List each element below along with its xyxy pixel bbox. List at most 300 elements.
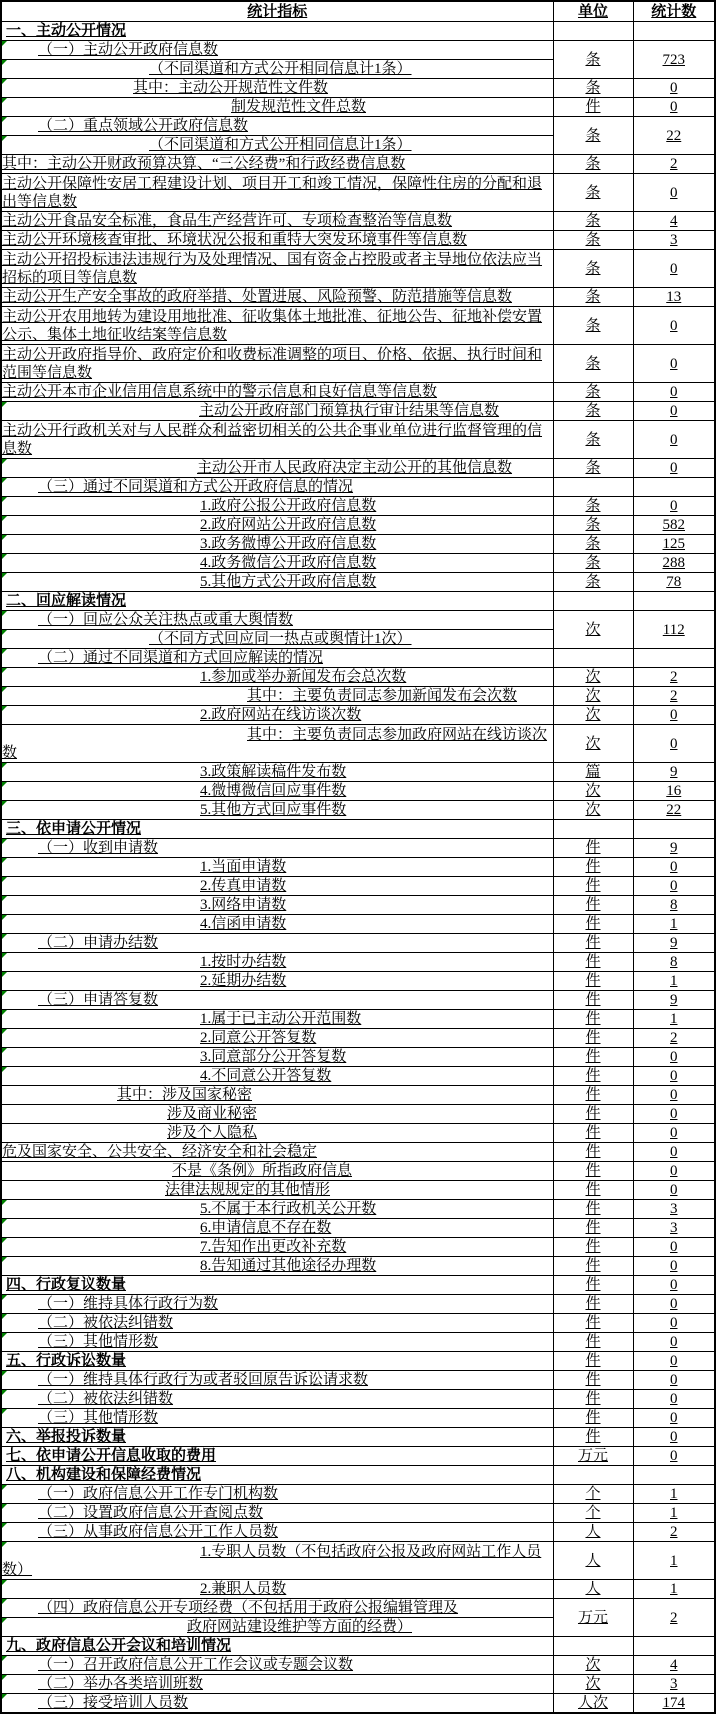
indicator-cell: 2.政府网站在线访谈次数 <box>1 706 553 725</box>
column-header-value: 统计数 <box>633 1 715 22</box>
value-cell: 0 <box>633 98 715 117</box>
value-cell: 0 <box>633 858 715 877</box>
value-cell: 0 <box>633 877 715 896</box>
unit-cell: 件 <box>553 1124 633 1143</box>
value-cell: 0 <box>633 1124 715 1143</box>
unit-cell: 万元 <box>553 1447 633 1466</box>
unit-cell: 个 <box>553 1485 633 1504</box>
value-cell <box>633 1466 715 1485</box>
table-row <box>1 1599 715 1618</box>
value-cell: 3 <box>633 1675 715 1694</box>
section-row <box>1 1447 715 1466</box>
column-header-unit: 单位 <box>553 1 633 22</box>
table-row <box>1 478 715 497</box>
unit-cell: 件 <box>553 1219 633 1238</box>
table-row <box>1 421 715 459</box>
value-cell: 13 <box>633 288 715 307</box>
indicator-cell: 4.政务微信公开政府信息数 <box>1 554 553 573</box>
indicator-cell: （一）主动公开政府信息数 <box>1 41 553 60</box>
value-cell: 9 <box>633 763 715 782</box>
unit-cell: 件 <box>553 1029 633 1048</box>
unit-cell: 件 <box>553 1181 633 1200</box>
table-row <box>1 1181 715 1200</box>
table-row <box>1 934 715 953</box>
indicator-cell: 2.延期办结数 <box>1 972 553 991</box>
table-row <box>1 212 715 231</box>
column-header-indicator: 统计指标 <box>1 1 553 22</box>
indicator-cell: 七、依申请公开信息收取的费用 <box>1 1447 553 1466</box>
unit-cell: 次 <box>553 782 633 801</box>
indicator-cell: 主动公开环境核查审批、环境状况公报和重特大突发环境事件等信息数 <box>1 231 553 250</box>
value-cell: 0 <box>633 1333 715 1352</box>
unit-cell: 件 <box>553 915 633 934</box>
table-row <box>1 972 715 991</box>
value-cell: 2 <box>633 155 715 174</box>
value-cell: 0 <box>633 1428 715 1447</box>
value-cell: 8 <box>633 896 715 915</box>
unit-cell: 件 <box>553 1048 633 1067</box>
table-row <box>1 554 715 573</box>
unit-cell: 次 <box>553 801 633 820</box>
indicator-cell: （三）其他情形数 <box>1 1409 553 1428</box>
indicator-cell: （二）申请办结数 <box>1 934 553 953</box>
table-row <box>1 858 715 877</box>
indicator-cell: 主动公开农用地转为建设用地批准、征收集体土地批准、征地公告、征地补偿安置公示、集体土地征收结案等信息数 <box>1 307 553 345</box>
table-row <box>1 1010 715 1029</box>
indicator-cell: 一、主动公开情况 <box>1 22 553 41</box>
indicator-cell: 五、行政诉讼数量 <box>1 1352 553 1371</box>
value-cell: 4 <box>633 1656 715 1675</box>
unit-cell: 件 <box>553 1295 633 1314</box>
table-row <box>1 1694 715 1714</box>
value-cell <box>633 22 715 41</box>
indicator-cell: 2.同意公开答复数 <box>1 1029 553 1048</box>
value-cell: 0 <box>633 1238 715 1257</box>
value-cell <box>633 649 715 668</box>
table-row <box>1 497 715 516</box>
indicator-cell: （四）政府信息公开专项经费（不包括用于政府公报编辑管理及 <box>1 1599 553 1618</box>
table-row <box>1 1523 715 1542</box>
value-cell <box>633 820 715 839</box>
table-row <box>1 1143 715 1162</box>
unit-cell: 条 <box>553 383 633 402</box>
table-row <box>1 231 715 250</box>
table-row <box>1 383 715 402</box>
table-row <box>1 117 715 136</box>
value-cell: 1 <box>633 1010 715 1029</box>
table-row <box>1 1048 715 1067</box>
indicator-cell: 7.告知作出更改补充数 <box>1 1238 553 1257</box>
unit-cell: 件 <box>553 934 633 953</box>
value-cell: 0 <box>633 497 715 516</box>
table-row <box>1 79 715 98</box>
value-cell: 0 <box>633 1371 715 1390</box>
indicator-cell: 5.不属于本行政机关公开数 <box>1 1200 553 1219</box>
indicator-cell: 制发规范性文件总数 <box>1 98 553 117</box>
value-cell: 2 <box>633 1523 715 1542</box>
table-row <box>1 611 715 630</box>
value-cell: 0 <box>633 725 715 763</box>
unit-cell: 件 <box>553 1067 633 1086</box>
unit-cell <box>553 478 633 497</box>
unit-cell: 条 <box>553 231 633 250</box>
value-cell: 1 <box>633 915 715 934</box>
value-cell: 1 <box>633 1542 715 1580</box>
value-cell: 125 <box>633 535 715 554</box>
value-cell: 9 <box>633 934 715 953</box>
indicator-cell: 四、行政复议数量 <box>1 1276 553 1295</box>
unit-cell: 次 <box>553 1675 633 1694</box>
indicator-cell: 八、机构建设和保障经费情况 <box>1 1466 553 1485</box>
table-row <box>1 1656 715 1675</box>
table-row <box>1 649 715 668</box>
section-row <box>1 1428 715 1447</box>
value-cell: 1 <box>633 1485 715 1504</box>
value-cell: 78 <box>633 573 715 592</box>
unit-cell: 条 <box>553 212 633 231</box>
unit-cell: 件 <box>553 1105 633 1124</box>
value-cell: 9 <box>633 839 715 858</box>
unit-cell: 人 <box>553 1580 633 1599</box>
indicator-cell: 6.申请信息不存在数 <box>1 1219 553 1238</box>
value-cell: 4 <box>633 212 715 231</box>
unit-cell: 次 <box>553 706 633 725</box>
value-cell: 0 <box>633 307 715 345</box>
unit-cell <box>553 22 633 41</box>
value-cell: 723 <box>633 41 715 79</box>
value-cell <box>633 592 715 611</box>
unit-cell: 条 <box>553 421 633 459</box>
indicator-cell: 六、举报投诉数量 <box>1 1428 553 1447</box>
indicator-cell: 主动公开招投标违法违规行为及处理情况、国有资金占控股或者主导地位依法应当招标的项目等信息数 <box>1 250 553 288</box>
unit-cell: 件 <box>553 1257 633 1276</box>
unit-cell: 件 <box>553 1200 633 1219</box>
indicator-cell: 涉及个人隐私 <box>1 1124 553 1143</box>
table-row <box>1 1257 715 1276</box>
unit-cell: 条 <box>553 345 633 383</box>
indicator-cell: 其中：主要负责同志参加新闻发布会次数 <box>1 687 553 706</box>
unit-cell: 件 <box>553 1314 633 1333</box>
value-cell: 0 <box>633 1295 715 1314</box>
indicator-cell: 三、依申请公开情况 <box>1 820 553 839</box>
table-row <box>1 1371 715 1390</box>
unit-cell: 条 <box>553 250 633 288</box>
value-cell: 0 <box>633 1447 715 1466</box>
unit-cell: 件 <box>553 1143 633 1162</box>
unit-cell: 件 <box>553 1352 633 1371</box>
indicator-cell: 1.按时办结数 <box>1 953 553 972</box>
table-row <box>1 763 715 782</box>
unit-cell: 条 <box>553 174 633 212</box>
unit-cell: 次 <box>553 725 633 763</box>
indicator-cell: 2.兼职人员数 <box>1 1580 553 1599</box>
table-row <box>1 1409 715 1428</box>
indicator-cell: 不是《条例》所指政府信息 <box>1 1162 553 1181</box>
unit-cell: 件 <box>553 877 633 896</box>
table-row <box>1 991 715 1010</box>
header-row <box>1 1 715 22</box>
unit-cell: 万元 <box>553 1599 633 1637</box>
indicator-cell: （不同方式回应同一热点或舆情计1次） <box>1 630 553 649</box>
table-row <box>1 288 715 307</box>
table-row <box>1 1504 715 1523</box>
indicator-cell: 主动公开保障性安居工程建设计划、项目开工和竣工情况，保障性住房的分配和退出等信息数 <box>1 174 553 212</box>
value-cell: 0 <box>633 1181 715 1200</box>
value-cell: 0 <box>633 1390 715 1409</box>
indicator-cell: （一）维持具体行政行为数 <box>1 1295 553 1314</box>
value-cell: 3 <box>633 1219 715 1238</box>
indicator-cell: （三）申请答复数 <box>1 991 553 1010</box>
indicator-cell: 主动公开市人民政府决定主动公开的其他信息数 <box>1 459 553 478</box>
unit-cell: 条 <box>553 535 633 554</box>
table-row <box>1 402 715 421</box>
unit-cell: 条 <box>553 554 633 573</box>
table-row <box>1 953 715 972</box>
table-row <box>1 1333 715 1352</box>
section-row <box>1 1276 715 1295</box>
table-row <box>1 1675 715 1694</box>
section-row <box>1 1637 715 1656</box>
unit-cell: 件 <box>553 896 633 915</box>
unit-cell: 件 <box>553 1238 633 1257</box>
indicator-cell: 4.不同意公开答复数 <box>1 1067 553 1086</box>
unit-cell: 次 <box>553 668 633 687</box>
indicator-cell: （二）设置政府信息公开查阅点数 <box>1 1504 553 1523</box>
unit-cell <box>553 1637 633 1656</box>
value-cell: 0 <box>633 383 715 402</box>
table-row <box>1 706 715 725</box>
indicator-cell: 1.参加或举办新闻发布会总次数 <box>1 668 553 687</box>
table-row <box>1 1390 715 1409</box>
indicator-cell: （三）通过不同渠道和方式公开政府信息的情况 <box>1 478 553 497</box>
unit-cell: 条 <box>553 402 633 421</box>
value-cell: 9 <box>633 991 715 1010</box>
unit-cell: 件 <box>553 1428 633 1447</box>
unit-cell: 人 <box>553 1542 633 1580</box>
table-row <box>1 668 715 687</box>
indicator-cell: （三）其他情形数 <box>1 1333 553 1352</box>
table-row <box>1 1314 715 1333</box>
value-cell: 0 <box>633 1314 715 1333</box>
indicator-cell: （二）被依法纠错数 <box>1 1314 553 1333</box>
value-cell: 1 <box>633 1580 715 1599</box>
value-cell: 112 <box>633 611 715 649</box>
indicator-cell: 1.属于已主动公开范围数 <box>1 1010 553 1029</box>
unit-cell: 条 <box>553 459 633 478</box>
table-row <box>1 1238 715 1257</box>
table-row <box>1 1086 715 1105</box>
unit-cell <box>553 1466 633 1485</box>
value-cell: 174 <box>633 1694 715 1714</box>
indicator-cell: 3.政务微博公开政府信息数 <box>1 535 553 554</box>
unit-cell: 件 <box>553 1333 633 1352</box>
value-cell: 288 <box>633 554 715 573</box>
indicator-cell: 5.其他方式公开政府信息数 <box>1 573 553 592</box>
unit-cell: 人 <box>553 1523 633 1542</box>
value-cell: 22 <box>633 117 715 155</box>
table-row <box>1 1067 715 1086</box>
indicator-cell: 主动公开政府部门预算执行审计结果等信息数 <box>1 402 553 421</box>
value-cell: 0 <box>633 1257 715 1276</box>
indicator-cell: 1.专职人员数（不包括政府公报及政府网站工作人员数） <box>1 1542 553 1580</box>
table-row <box>1 174 715 212</box>
indicator-cell: （不同渠道和方式公开相同信息计1条） <box>1 136 553 155</box>
indicator-cell: （一）政府信息公开工作专门机构数 <box>1 1485 553 1504</box>
indicator-cell: （一）召开政府信息公开工作会议或专题会议数 <box>1 1656 553 1675</box>
value-cell: 2 <box>633 668 715 687</box>
indicator-cell: 涉及商业秘密 <box>1 1105 553 1124</box>
value-cell: 22 <box>633 801 715 820</box>
unit-cell: 件 <box>553 1371 633 1390</box>
value-cell: 0 <box>633 1067 715 1086</box>
unit-cell: 条 <box>553 155 633 174</box>
indicator-cell: （二）举办各类培训班数 <box>1 1675 553 1694</box>
indicator-cell: 8.告知通过其他途径办理数 <box>1 1257 553 1276</box>
indicator-cell: 5.其他方式回应事件数 <box>1 801 553 820</box>
value-cell: 0 <box>633 421 715 459</box>
table-row <box>1 1162 715 1181</box>
value-cell: 8 <box>633 953 715 972</box>
indicator-cell: （一）收到申请数 <box>1 839 553 858</box>
indicator-cell: 4.微博微信回应事件数 <box>1 782 553 801</box>
table-row <box>1 839 715 858</box>
value-cell: 0 <box>633 1143 715 1162</box>
value-cell: 0 <box>633 250 715 288</box>
indicator-cell: 3.政策解读稿件发布数 <box>1 763 553 782</box>
unit-cell <box>553 820 633 839</box>
unit-cell: 条 <box>553 497 633 516</box>
unit-cell: 条 <box>553 573 633 592</box>
section-row <box>1 820 715 839</box>
section-row <box>1 592 715 611</box>
unit-cell: 次 <box>553 611 633 649</box>
indicator-cell: 3.同意部分公开答复数 <box>1 1048 553 1067</box>
table-row <box>1 98 715 117</box>
value-cell: 0 <box>633 79 715 98</box>
unit-cell: 件 <box>553 991 633 1010</box>
table-row <box>1 535 715 554</box>
unit-cell <box>553 649 633 668</box>
indicator-cell: （二）重点领域公开政府信息数 <box>1 117 553 136</box>
unit-cell: 条 <box>553 79 633 98</box>
indicator-cell: 其中：主要负责同志参加政府网站在线访谈次数 <box>1 725 553 763</box>
unit-cell: 篇 <box>553 763 633 782</box>
indicator-cell: 危及国家安全、公共安全、经济安全和社会稳定 <box>1 1143 553 1162</box>
indicator-cell: 其中：涉及国家秘密 <box>1 1086 553 1105</box>
indicator-cell: （一）回应公众关注热点或重大舆情数 <box>1 611 553 630</box>
unit-cell: 件 <box>553 972 633 991</box>
unit-cell: 件 <box>553 858 633 877</box>
table-row <box>1 1200 715 1219</box>
table-row <box>1 250 715 288</box>
value-cell: 0 <box>633 345 715 383</box>
unit-cell <box>553 592 633 611</box>
unit-cell: 条 <box>553 41 633 79</box>
indicator-cell: （二）被依法纠错数 <box>1 1390 553 1409</box>
unit-cell: 件 <box>553 1276 633 1295</box>
table-row <box>1 345 715 383</box>
indicator-cell: 4.信函申请数 <box>1 915 553 934</box>
unit-cell: 件 <box>553 1086 633 1105</box>
indicator-cell: 其中：主动公开财政预算决算、“三公经费”和行政经费信息数 <box>1 155 553 174</box>
indicator-cell: 法律法规规定的其他情形 <box>1 1181 553 1200</box>
indicator-cell: 主动公开生产安全事故的政府举措、处置进展、风险预警、防范措施等信息数 <box>1 288 553 307</box>
indicator-cell: 主动公开政府指导价、政府定价和收费标准调整的项目、价格、依据、执行时间和范围等信息数 <box>1 345 553 383</box>
indicator-cell: 2.政府网站公开政府信息数 <box>1 516 553 535</box>
value-cell: 0 <box>633 1105 715 1124</box>
table-row <box>1 1105 715 1124</box>
indicator-cell: 3.网络申请数 <box>1 896 553 915</box>
table-row <box>1 877 715 896</box>
unit-cell: 条 <box>553 117 633 155</box>
indicator-cell: 1.当面申请数 <box>1 858 553 877</box>
indicator-cell: 政府网站建设维护等方面的经费） <box>1 1618 553 1637</box>
table-row <box>1 155 715 174</box>
table-row <box>1 307 715 345</box>
value-cell: 0 <box>633 174 715 212</box>
value-cell: 0 <box>633 1162 715 1181</box>
table-row <box>1 782 715 801</box>
table-row <box>1 1295 715 1314</box>
table-row <box>1 687 715 706</box>
table-row <box>1 896 715 915</box>
unit-cell: 人次 <box>553 1694 633 1714</box>
value-cell: 0 <box>633 1409 715 1428</box>
table-row <box>1 1542 715 1580</box>
value-cell: 0 <box>633 1048 715 1067</box>
table-row <box>1 1485 715 1504</box>
indicator-cell: （三）从事政府信息公开工作人员数 <box>1 1523 553 1542</box>
value-cell: 0 <box>633 1276 715 1295</box>
unit-cell: 件 <box>553 839 633 858</box>
value-cell: 1 <box>633 1504 715 1523</box>
table-row <box>1 1219 715 1238</box>
table-row <box>1 801 715 820</box>
unit-cell: 条 <box>553 307 633 345</box>
value-cell <box>633 1637 715 1656</box>
indicator-cell: （三）接受培训人员数 <box>1 1694 553 1714</box>
table-row <box>1 516 715 535</box>
value-cell <box>633 478 715 497</box>
indicator-cell: 1.政府公报公开政府信息数 <box>1 497 553 516</box>
section-row <box>1 1352 715 1371</box>
table-row <box>1 915 715 934</box>
unit-cell: 个 <box>553 1504 633 1523</box>
value-cell: 582 <box>633 516 715 535</box>
unit-cell: 次 <box>553 1656 633 1675</box>
unit-cell: 件 <box>553 1010 633 1029</box>
value-cell: 0 <box>633 1086 715 1105</box>
value-cell: 0 <box>633 1352 715 1371</box>
indicator-cell: 九、政府信息公开会议和培训情况 <box>1 1637 553 1656</box>
unit-cell: 件 <box>553 1162 633 1181</box>
table-row <box>1 41 715 60</box>
indicator-cell: 二、回应解读情况 <box>1 592 553 611</box>
value-cell: 0 <box>633 706 715 725</box>
table-row <box>1 459 715 478</box>
indicator-cell: （一）维持具体行政行为或者驳回原告诉讼请求数 <box>1 1371 553 1390</box>
value-cell: 2 <box>633 1029 715 1048</box>
table-row <box>1 1580 715 1599</box>
value-cell: 2 <box>633 1599 715 1637</box>
table-row <box>1 1029 715 1048</box>
indicator-cell: （二）通过不同渠道和方式回应解读的情况 <box>1 649 553 668</box>
table-row <box>1 1124 715 1143</box>
section-row <box>1 22 715 41</box>
indicator-cell: 2.传真申请数 <box>1 877 553 896</box>
indicator-cell: 主动公开本市企业信用信息系统中的警示信息和良好信息等信息数 <box>1 383 553 402</box>
unit-cell: 件 <box>553 1390 633 1409</box>
